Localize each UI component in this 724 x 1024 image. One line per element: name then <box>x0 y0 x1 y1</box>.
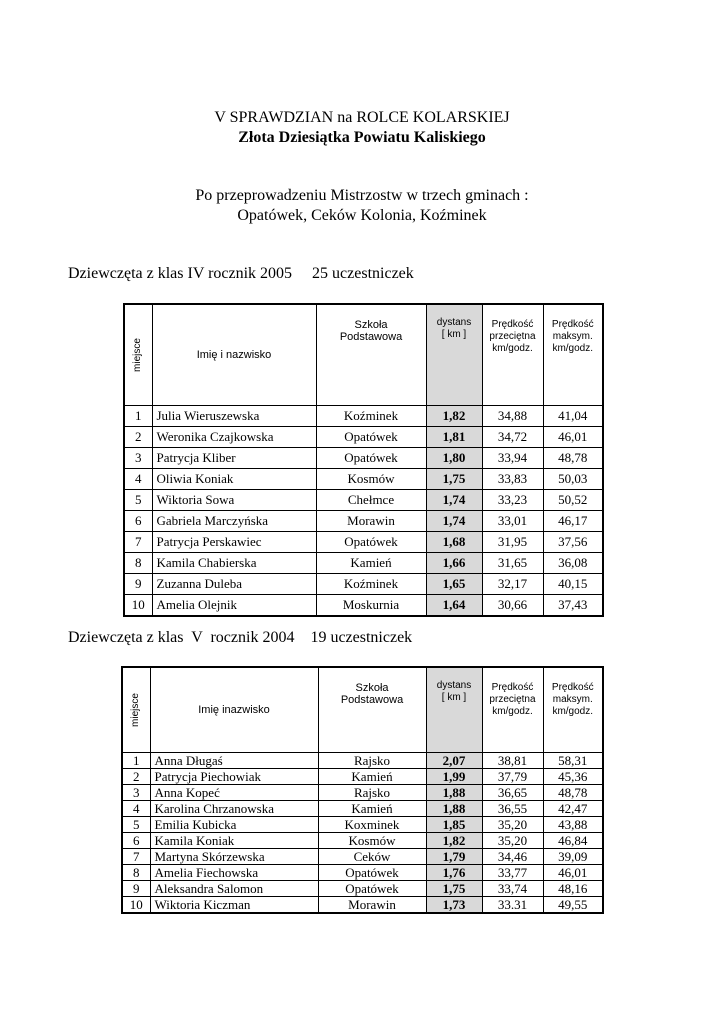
distance-cell: 1,85 <box>426 817 482 833</box>
name-cell: Patrycja Perskawiec <box>152 532 316 553</box>
avg-speed-cell: 33.31 <box>482 897 543 914</box>
place-cell: 2 <box>122 769 150 785</box>
place-cell: 4 <box>124 469 152 490</box>
name-cell: Zuzanna Duleba <box>152 574 316 595</box>
table-row <box>124 427 603 448</box>
school-cell: Rajsko <box>318 753 426 769</box>
max-speed-cell: 46,01 <box>543 865 603 881</box>
avg-speed-cell: 34,46 <box>482 849 543 865</box>
table-row <box>122 833 603 849</box>
school-cell: Morawin <box>318 897 426 914</box>
avg-speed-cell: 35,20 <box>482 817 543 833</box>
name-cell: Julia Wieruszewska <box>152 406 316 427</box>
col-header-avg-speed: Prędkość przeciętna km/godz. <box>482 667 543 753</box>
col-header-distance: dystans [ km ] <box>426 304 482 406</box>
document-title: V SPRAWDZIAN na ROLCE KOLARSKIEJ <box>214 109 510 126</box>
school-cell: Koźminek <box>316 574 426 595</box>
table-row <box>124 511 603 532</box>
col-header-max-speed: Prędkość maksym. km/godz. <box>543 667 603 753</box>
avg-speed-cell: 36,55 <box>482 801 543 817</box>
max-speed-cell: 40,15 <box>543 574 603 595</box>
distance-cell: 1,88 <box>426 801 482 817</box>
table-row <box>124 595 603 617</box>
name-cell: Gabriela Marczyńska <box>152 511 316 532</box>
avg-speed-cell: 34,88 <box>482 406 543 427</box>
table-row <box>122 769 603 785</box>
table-row <box>124 553 603 574</box>
section1-title: Dziewczęta z klas IV rocznik 2005 25 uczestniczek <box>68 265 414 282</box>
name-cell: Patrycja Piechowiak <box>150 769 318 785</box>
place-cell: 3 <box>124 448 152 469</box>
distance-cell: 1,99 <box>426 769 482 785</box>
max-speed-cell: 50,52 <box>543 490 603 511</box>
avg-speed-cell: 30,66 <box>482 595 543 617</box>
place-cell: 8 <box>122 865 150 881</box>
avg-speed-cell: 35,20 <box>482 833 543 849</box>
place-cell: 6 <box>122 833 150 849</box>
max-speed-cell: 48,16 <box>543 881 603 897</box>
max-speed-cell: 50,03 <box>543 469 603 490</box>
place-cell: 1 <box>124 406 152 427</box>
avg-speed-cell: 37,79 <box>482 769 543 785</box>
avg-speed-cell: 33,83 <box>482 469 543 490</box>
distance-cell: 1,82 <box>426 833 482 849</box>
col-header-school: Szkoła Podstawowa <box>318 667 426 753</box>
max-speed-cell: 37,43 <box>543 595 603 617</box>
school-cell: Kamień <box>318 801 426 817</box>
table-row <box>122 801 603 817</box>
name-cell: Emilia Kubicka <box>150 817 318 833</box>
avg-speed-cell: 33,94 <box>482 448 543 469</box>
place-cell: 4 <box>122 801 150 817</box>
school-cell: Rajsko <box>318 785 426 801</box>
name-cell: Weronika Czajkowska <box>152 427 316 448</box>
name-cell: Karolina Chrzanowska <box>150 801 318 817</box>
place-cell: 2 <box>124 427 152 448</box>
place-cell: 1 <box>122 753 150 769</box>
table-row <box>124 469 603 490</box>
avg-speed-cell: 38,81 <box>482 753 543 769</box>
school-cell: Koźminek <box>316 406 426 427</box>
school-cell: Moskurnia <box>316 595 426 617</box>
table-row <box>122 865 603 881</box>
name-cell: Kamila Chabierska <box>152 553 316 574</box>
table-row <box>122 881 603 897</box>
name-cell: Aleksandra Salomon <box>150 881 318 897</box>
school-cell: Opatówek <box>316 448 426 469</box>
distance-cell: 1,82 <box>426 406 482 427</box>
distance-cell: 1,65 <box>426 574 482 595</box>
avg-speed-cell: 32,17 <box>482 574 543 595</box>
distance-cell: 1,79 <box>426 849 482 865</box>
avg-speed-cell: 33,01 <box>482 511 543 532</box>
avg-speed-cell: 33,23 <box>482 490 543 511</box>
table-row <box>122 897 603 914</box>
col-header-distance: dystans [ km ] <box>426 667 482 753</box>
col-header-place: miejsce <box>122 667 150 753</box>
table-header-row <box>122 667 603 753</box>
school-cell: Opatówek <box>318 881 426 897</box>
distance-cell: 1,76 <box>426 865 482 881</box>
distance-cell: 1,66 <box>426 553 482 574</box>
name-cell: Amelia Olejnik <box>152 595 316 617</box>
max-speed-cell: 42,47 <box>543 801 603 817</box>
place-cell: 7 <box>124 532 152 553</box>
avg-speed-cell: 31,65 <box>482 553 543 574</box>
distance-cell: 1,80 <box>426 448 482 469</box>
document-subtitle: Złota Dziesiątka Powiatu Kaliskiego <box>238 129 486 146</box>
table-row <box>122 785 603 801</box>
distance-cell: 1,74 <box>426 490 482 511</box>
avg-speed-cell: 33,77 <box>482 865 543 881</box>
avg-speed-cell: 33,74 <box>482 881 543 897</box>
intro-line-1: Po przeprowadzeniu Mistrzostw w trzech gminach : <box>195 187 529 204</box>
school-cell: Kamień <box>318 769 426 785</box>
avg-speed-cell: 34,72 <box>482 427 543 448</box>
school-cell: Chełmce <box>316 490 426 511</box>
name-cell: Anna Kopeć <box>150 785 318 801</box>
name-cell: Patrycja Kliber <box>152 448 316 469</box>
place-cell: 8 <box>124 553 152 574</box>
distance-cell: 1,75 <box>426 469 482 490</box>
col-header-place: miejsce <box>124 304 152 406</box>
max-speed-cell: 39,09 <box>543 849 603 865</box>
intro-line-2: Opatówek, Ceków Kolonia, Koźminek <box>237 207 487 224</box>
distance-cell: 1,81 <box>426 427 482 448</box>
max-speed-cell: 43,88 <box>543 817 603 833</box>
school-cell: Morawin <box>316 511 426 532</box>
table-row <box>124 490 603 511</box>
max-speed-cell: 48,78 <box>543 448 603 469</box>
distance-cell: 2,07 <box>426 753 482 769</box>
distance-cell: 1,88 <box>426 785 482 801</box>
table-row <box>124 574 603 595</box>
school-cell: Opatówek <box>316 427 426 448</box>
table-row <box>124 406 603 427</box>
col-header-avg-speed: Prędkość przeciętna km/godz. <box>482 304 543 406</box>
results-table-class-iv <box>123 303 604 617</box>
name-cell: Wiktoria Kiczman <box>150 897 318 914</box>
place-cell: 9 <box>122 881 150 897</box>
table-header-row <box>124 304 603 406</box>
col-header-name: Imię i nazwisko <box>152 304 316 406</box>
table-row <box>122 817 603 833</box>
place-cell: 5 <box>124 490 152 511</box>
col-header-name: Imię inazwisko <box>150 667 318 753</box>
max-speed-cell: 46,17 <box>543 511 603 532</box>
place-cell: 9 <box>124 574 152 595</box>
distance-cell: 1,64 <box>426 595 482 617</box>
max-speed-cell: 36,08 <box>543 553 603 574</box>
school-cell: Koxminek <box>318 817 426 833</box>
avg-speed-cell: 31,95 <box>482 532 543 553</box>
place-cell: 6 <box>124 511 152 532</box>
table-row <box>122 753 603 769</box>
table-row <box>124 532 603 553</box>
max-speed-cell: 41,04 <box>543 406 603 427</box>
max-speed-cell: 37,56 <box>543 532 603 553</box>
table-row <box>122 849 603 865</box>
name-cell: Kamila Koniak <box>150 833 318 849</box>
col-header-max-speed: Prędkość maksym. km/godz. <box>543 304 603 406</box>
max-speed-cell: 46,84 <box>543 833 603 849</box>
col-header-school: Szkoła Podstawowa <box>316 304 426 406</box>
section2-title: Dziewczęta z klas V rocznik 2004 19 uczestniczek <box>68 629 413 646</box>
school-cell: Ceków <box>318 849 426 865</box>
max-speed-cell: 45,36 <box>543 769 603 785</box>
name-cell: Martyna Skórzewska <box>150 849 318 865</box>
place-cell: 3 <box>122 785 150 801</box>
max-speed-cell: 46,01 <box>543 427 603 448</box>
distance-cell: 1,75 <box>426 881 482 897</box>
distance-cell: 1,73 <box>426 897 482 914</box>
distance-cell: 1,74 <box>426 511 482 532</box>
max-speed-cell: 49,55 <box>543 897 603 914</box>
name-cell: Oliwia Koniak <box>152 469 316 490</box>
place-cell: 10 <box>124 595 152 617</box>
school-cell: Opatówek <box>318 865 426 881</box>
name-cell: Anna Długaś <box>150 753 318 769</box>
school-cell: Kosmów <box>318 833 426 849</box>
max-speed-cell: 48,78 <box>543 785 603 801</box>
place-cell: 5 <box>122 817 150 833</box>
max-speed-cell: 58,31 <box>543 753 603 769</box>
avg-speed-cell: 36,65 <box>482 785 543 801</box>
name-cell: Wiktoria Sowa <box>152 490 316 511</box>
school-cell: Kamień <box>316 553 426 574</box>
name-cell: Amelia Fiechowska <box>150 865 318 881</box>
place-cell: 10 <box>122 897 150 914</box>
table-row <box>124 448 603 469</box>
distance-cell: 1,68 <box>426 532 482 553</box>
results-table-class-v <box>121 666 604 914</box>
place-cell: 7 <box>122 849 150 865</box>
school-cell: Opatówek <box>316 532 426 553</box>
school-cell: Kosmów <box>316 469 426 490</box>
